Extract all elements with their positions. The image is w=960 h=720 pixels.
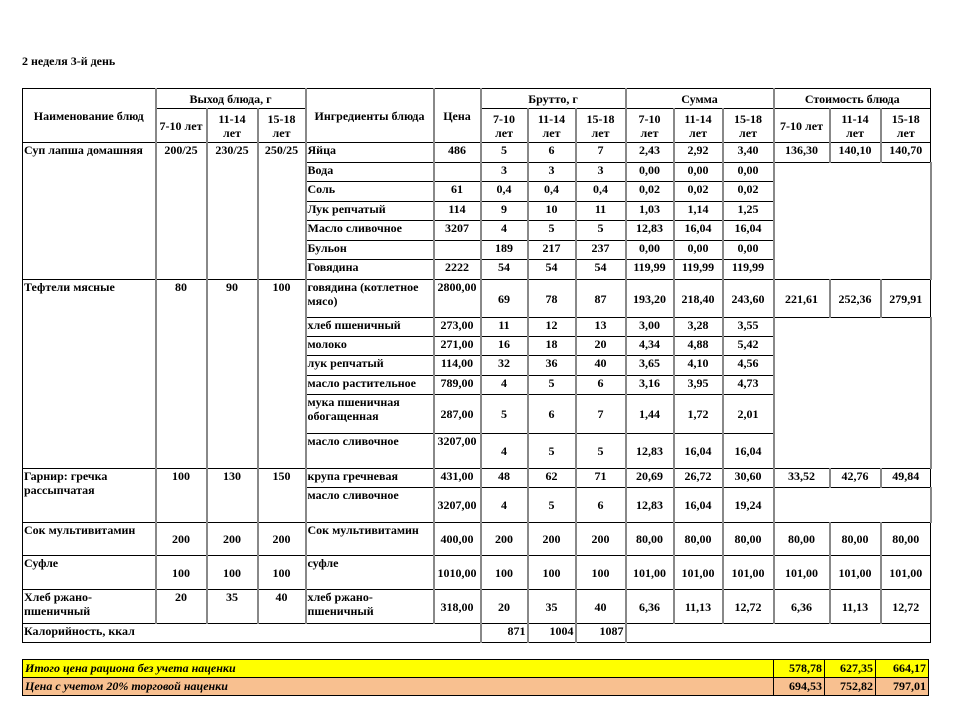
- ingredient-brutto: 69: [481, 280, 528, 318]
- header-brutto-age-11-14: 11-14 лет: [528, 109, 576, 143]
- ingredient-price: 114,00: [434, 356, 481, 376]
- ingredient-brutto: 6: [528, 143, 576, 163]
- total-without-markup-7-10: 578,78: [774, 660, 825, 678]
- total-without-markup-15-18: 664,17: [876, 660, 929, 678]
- ingredient-price: 3207,00: [434, 488, 481, 523]
- ingredient-sum: 12,83: [626, 434, 674, 469]
- ingredient-brutto: 200: [481, 523, 528, 556]
- ingredient-sum: 218,40: [674, 280, 723, 318]
- ingredient-brutto: 7: [576, 143, 626, 163]
- ingredient-sum: 80,00: [626, 523, 674, 556]
- table-row: [23, 280, 931, 318]
- table-row: [23, 469, 931, 488]
- totals-table: [22, 659, 929, 696]
- menu-body: [23, 143, 931, 643]
- dish-yield: 20: [156, 590, 207, 624]
- ingredient-brutto: 6: [528, 395, 576, 434]
- ingredient-name: говядина (котлетное мясо): [306, 280, 434, 318]
- ingredient-name: Соль: [306, 182, 434, 202]
- ingredient-sum: 101,00: [723, 556, 774, 590]
- ingredient-sum: 4,56: [723, 356, 774, 376]
- ingredient-sum: 243,60: [723, 280, 774, 318]
- total-without-markup-11-14: 627,35: [825, 660, 876, 678]
- ingredient-sum: 0,00: [626, 241, 674, 260]
- ingredient-brutto: 16: [481, 337, 528, 356]
- ingredient-brutto: 87: [576, 280, 626, 318]
- dish-cost: 140,10: [830, 143, 881, 163]
- ingredient-sum: 6,36: [626, 590, 674, 624]
- dish-yield: 230/25: [207, 143, 258, 280]
- ingredient-price: 318,00: [434, 590, 481, 624]
- dish-yield: 40: [258, 590, 306, 624]
- calories-value: 871: [481, 624, 528, 643]
- dish-name: Хлеб ржано-пшеничный: [23, 590, 156, 624]
- ingredient-sum: 119,99: [626, 260, 674, 280]
- ingredient-price: 3207: [434, 221, 481, 241]
- ingredient-brutto: 10: [528, 202, 576, 221]
- ingredient-sum: 30,60: [723, 469, 774, 488]
- ingredient-sum: 101,00: [626, 556, 674, 590]
- ingredient-sum: 5,42: [723, 337, 774, 356]
- ingredient-sum: 3,00: [626, 318, 674, 337]
- ingredient-sum: 0,00: [674, 163, 723, 182]
- ingredient-sum: 119,99: [723, 260, 774, 280]
- ingredient-brutto: 40: [576, 356, 626, 376]
- ingredient-brutto: 62: [528, 469, 576, 488]
- ingredient-brutto: 100: [528, 556, 576, 590]
- ingredient-sum: 193,20: [626, 280, 674, 318]
- header-ingredients: Ингредиенты блюда: [306, 89, 434, 143]
- dish-cost: 11,13: [830, 590, 881, 624]
- ingredient-brutto: 36: [528, 356, 576, 376]
- ingredient-sum: 12,83: [626, 488, 674, 523]
- header-brutto-age-15-18: 15-18 лет: [576, 109, 626, 143]
- ingredient-sum: 4,10: [674, 356, 723, 376]
- ingredient-brutto: 5: [481, 143, 528, 163]
- header-cost-age-15-18: 15-18 лет: [881, 109, 931, 143]
- dish-cost: 140,70: [881, 143, 931, 163]
- ingredient-sum: 80,00: [723, 523, 774, 556]
- ingredient-name: хлеб ржано-пшеничный: [306, 590, 434, 624]
- header-brutto: Брутто, г: [481, 89, 626, 109]
- dish-name: Сок мультивитамин: [23, 523, 156, 556]
- ingredient-sum: 12,72: [723, 590, 774, 624]
- dish-yield: 200: [207, 523, 258, 556]
- header-cost-age-7-10: 7-10 лет: [774, 109, 830, 143]
- ingredient-brutto: 4: [481, 434, 528, 469]
- total-with-markup-7-10: 694,53: [774, 678, 825, 696]
- ingredient-price: 114: [434, 202, 481, 221]
- ingredient-sum: 1,44: [626, 395, 674, 434]
- table-row: [23, 590, 931, 624]
- ingredient-name: хлеб пшеничный: [306, 318, 434, 337]
- ingredient-sum: 0,00: [723, 163, 774, 182]
- ingredient-name: масло растительное: [306, 376, 434, 395]
- header-price: Цена: [434, 89, 481, 143]
- header-dish-name: Наименование блюд: [23, 89, 156, 143]
- dish-cost: 33,52: [774, 469, 830, 488]
- ingredient-sum: 3,28: [674, 318, 723, 337]
- dish-cost: 136,30: [774, 143, 830, 163]
- calories-value: 1004: [528, 624, 576, 643]
- header-yield-age-11-14: 11-14 лет: [207, 109, 258, 143]
- dish-yield: 100: [258, 556, 306, 590]
- ingredient-price: [434, 163, 481, 182]
- ingredient-sum: 0,00: [626, 163, 674, 182]
- ingredient-brutto: 54: [576, 260, 626, 280]
- ingredient-price: 61: [434, 182, 481, 202]
- ingredient-name: Вода: [306, 163, 434, 182]
- empty-cost-area: [774, 163, 931, 280]
- ingredient-price: [434, 241, 481, 260]
- ingredient-sum: 20,69: [626, 469, 674, 488]
- dish-cost: 221,61: [774, 280, 830, 318]
- ingredient-price: 789,00: [434, 376, 481, 395]
- ingredient-brutto: 6: [576, 488, 626, 523]
- ingredient-brutto: 237: [576, 241, 626, 260]
- ingredient-brutto: 54: [481, 260, 528, 280]
- ingredient-name: лук репчатый: [306, 356, 434, 376]
- calories-label: Калорийность, ккал: [23, 624, 481, 643]
- ingredient-sum: 12,83: [626, 221, 674, 241]
- ingredient-brutto: 54: [528, 260, 576, 280]
- ingredient-sum: 16,04: [674, 221, 723, 241]
- ingredient-name: Яйца: [306, 143, 434, 163]
- ingredient-sum: 2,01: [723, 395, 774, 434]
- ingredient-sum: 19,24: [723, 488, 774, 523]
- ingredient-brutto: 20: [576, 337, 626, 356]
- ingredient-name: Лук репчатый: [306, 202, 434, 221]
- dish-yield: 80: [156, 280, 207, 469]
- ingredient-brutto: 5: [481, 395, 528, 434]
- ingredient-brutto: 5: [576, 221, 626, 241]
- ingredient-price: 486: [434, 143, 481, 163]
- calories-empty: [626, 624, 931, 643]
- calories-row: [23, 624, 931, 643]
- ingredient-sum: 1,25: [723, 202, 774, 221]
- ingredient-name: крупа гречневая: [306, 469, 434, 488]
- ingredient-brutto: 3: [576, 163, 626, 182]
- ingredient-brutto: 6: [576, 376, 626, 395]
- ingredient-brutto: 40: [576, 590, 626, 624]
- ingredient-price: 1010,00: [434, 556, 481, 590]
- ingredient-brutto: 100: [481, 556, 528, 590]
- ingredient-price: 3207,00: [434, 434, 481, 469]
- ingredient-sum: 3,16: [626, 376, 674, 395]
- total-with-markup-row: [23, 678, 929, 696]
- ingredient-sum: 0,00: [674, 241, 723, 260]
- header-yield: Выход блюда, г: [156, 89, 306, 109]
- total-with-markup-label: Цена с учетом 20% торговой наценки: [23, 678, 774, 696]
- ingredient-brutto: 5: [528, 488, 576, 523]
- empty-cost-area: [774, 318, 931, 469]
- ingredient-price: 2800,00: [434, 280, 481, 318]
- ingredient-sum: 3,65: [626, 356, 674, 376]
- ingredient-sum: 16,04: [674, 488, 723, 523]
- table-row: [23, 143, 931, 163]
- ingredient-brutto: 48: [481, 469, 528, 488]
- ingredient-brutto: 5: [528, 221, 576, 241]
- ingredient-brutto: 11: [576, 202, 626, 221]
- ingredient-sum: 4,34: [626, 337, 674, 356]
- ingredient-brutto: 18: [528, 337, 576, 356]
- dish-yield: 90: [207, 280, 258, 469]
- ingredient-price: 287,00: [434, 395, 481, 434]
- ingredient-brutto: 0,4: [576, 182, 626, 202]
- ingredient-sum: 2,43: [626, 143, 674, 163]
- menu-table: [22, 88, 932, 643]
- ingredient-sum: 11,13: [674, 590, 723, 624]
- ingredient-sum: 80,00: [674, 523, 723, 556]
- dish-yield: 250/25: [258, 143, 306, 280]
- ingredient-price: 2222: [434, 260, 481, 280]
- dish-yield: 100: [258, 280, 306, 469]
- ingredient-brutto: 5: [576, 434, 626, 469]
- ingredient-sum: 3,95: [674, 376, 723, 395]
- header-yield-age-15-18: 15-18 лет: [258, 109, 306, 143]
- dish-cost: 252,36: [830, 280, 881, 318]
- dish-cost: 6,36: [774, 590, 830, 624]
- dish-name: Тефтели мясные: [23, 280, 156, 469]
- ingredient-brutto: 4: [481, 488, 528, 523]
- header-cost: Стоимость блюда: [774, 89, 931, 109]
- ingredient-brutto: 3: [528, 163, 576, 182]
- ingredient-sum: 101,00: [674, 556, 723, 590]
- empty-cost-area: [774, 488, 931, 523]
- ingredient-sum: 1,14: [674, 202, 723, 221]
- ingredient-name: Сок мультивитамин: [306, 523, 434, 556]
- ingredient-brutto: 11: [481, 318, 528, 337]
- ingredient-name: Говядина: [306, 260, 434, 280]
- table-row: [23, 523, 931, 556]
- ingredient-name: Бульон: [306, 241, 434, 260]
- dish-yield: 100: [156, 469, 207, 523]
- ingredient-sum: 0,02: [674, 182, 723, 202]
- ingredient-brutto: 217: [528, 241, 576, 260]
- calories-value: 1087: [576, 624, 626, 643]
- ingredient-brutto: 4: [481, 221, 528, 241]
- dish-yield: 200: [156, 523, 207, 556]
- ingredient-brutto: 0,4: [528, 182, 576, 202]
- page-title: 2 неделя 3-й день: [22, 54, 116, 68]
- ingredient-price: 273,00: [434, 318, 481, 337]
- ingredient-sum: 3,55: [723, 318, 774, 337]
- ingredient-brutto: 200: [528, 523, 576, 556]
- ingredient-brutto: 5: [528, 376, 576, 395]
- ingredient-name: масло сливочное: [306, 488, 434, 523]
- dish-name: Суфле: [23, 556, 156, 590]
- dish-yield: 35: [207, 590, 258, 624]
- ingredient-brutto: 9: [481, 202, 528, 221]
- ingredient-brutto: 7: [576, 395, 626, 434]
- ingredient-name: молоко: [306, 337, 434, 356]
- header-cost-age-11-14: 11-14 лет: [830, 109, 881, 143]
- ingredient-brutto: 78: [528, 280, 576, 318]
- ingredient-brutto: 35: [528, 590, 576, 624]
- ingredient-price: 431,00: [434, 469, 481, 488]
- header-yield-age-7-10: 7-10 лет: [156, 109, 207, 143]
- dish-cost: 80,00: [881, 523, 931, 556]
- dish-cost: 101,00: [774, 556, 830, 590]
- dish-cost: 101,00: [830, 556, 881, 590]
- total-without-markup-label: Итого цена рациона без учета наценки: [23, 660, 774, 678]
- ingredient-name: суфле: [306, 556, 434, 590]
- dish-yield: 200/25: [156, 143, 207, 280]
- dish-yield: 200: [258, 523, 306, 556]
- dish-name: Суп лапша домашняя: [23, 143, 156, 280]
- dish-yield: 130: [207, 469, 258, 523]
- dish-cost: 80,00: [830, 523, 881, 556]
- ingredient-brutto: 4: [481, 376, 528, 395]
- ingredient-price: 271,00: [434, 337, 481, 356]
- ingredient-brutto: 12: [528, 318, 576, 337]
- ingredient-sum: 0,00: [723, 241, 774, 260]
- ingredient-price: 400,00: [434, 523, 481, 556]
- ingredient-sum: 4,88: [674, 337, 723, 356]
- ingredient-sum: 0,02: [626, 182, 674, 202]
- dish-cost: 80,00: [774, 523, 830, 556]
- total-without-markup-row: [23, 660, 929, 678]
- ingredient-sum: 0,02: [723, 182, 774, 202]
- ingredient-sum: 119,99: [674, 260, 723, 280]
- dish-yield: 100: [207, 556, 258, 590]
- dish-cost: 101,00: [881, 556, 931, 590]
- ingredient-brutto: 200: [576, 523, 626, 556]
- ingredient-brutto: 5: [528, 434, 576, 469]
- ingredient-brutto: 71: [576, 469, 626, 488]
- dish-cost: 42,76: [830, 469, 881, 488]
- header-brutto-age-7-10: 7-10 лет: [481, 109, 528, 143]
- ingredient-brutto: 189: [481, 241, 528, 260]
- ingredient-sum: 3,40: [723, 143, 774, 163]
- header-sum-age-7-10: 7-10 лет: [626, 109, 674, 143]
- ingredient-name: Масло сливочное: [306, 221, 434, 241]
- dish-yield: 100: [156, 556, 207, 590]
- ingredient-sum: 1,72: [674, 395, 723, 434]
- table-row: [23, 556, 931, 590]
- dish-yield: 150: [258, 469, 306, 523]
- ingredient-sum: 1,03: [626, 202, 674, 221]
- ingredient-brutto: 32: [481, 356, 528, 376]
- ingredient-brutto: 3: [481, 163, 528, 182]
- dish-cost: 279,91: [881, 280, 931, 318]
- ingredient-brutto: 20: [481, 590, 528, 624]
- header-sum-age-15-18: 15-18 лет: [723, 109, 774, 143]
- ingredient-name: мука пшеничная обогащенная: [306, 395, 434, 434]
- ingredient-sum: 4,73: [723, 376, 774, 395]
- total-with-markup-11-14: 752,82: [825, 678, 876, 696]
- ingredient-brutto: 0,4: [481, 182, 528, 202]
- ingredient-sum: 26,72: [674, 469, 723, 488]
- ingredient-brutto: 100: [576, 556, 626, 590]
- ingredient-name: масло сливочное: [306, 434, 434, 469]
- ingredient-brutto: 13: [576, 318, 626, 337]
- total-with-markup-15-18: 797,01: [876, 678, 929, 696]
- ingredient-sum: 16,04: [723, 434, 774, 469]
- ingredient-sum: 2,92: [674, 143, 723, 163]
- dish-cost: 49,84: [881, 469, 931, 488]
- dish-name: Гарнир: гречка рассыпчатая: [23, 469, 156, 523]
- header-sum: Сумма: [626, 89, 774, 109]
- ingredient-sum: 16,04: [674, 434, 723, 469]
- dish-cost: 12,72: [881, 590, 931, 624]
- header-sum-age-11-14: 11-14 лет: [674, 109, 723, 143]
- ingredient-sum: 16,04: [723, 221, 774, 241]
